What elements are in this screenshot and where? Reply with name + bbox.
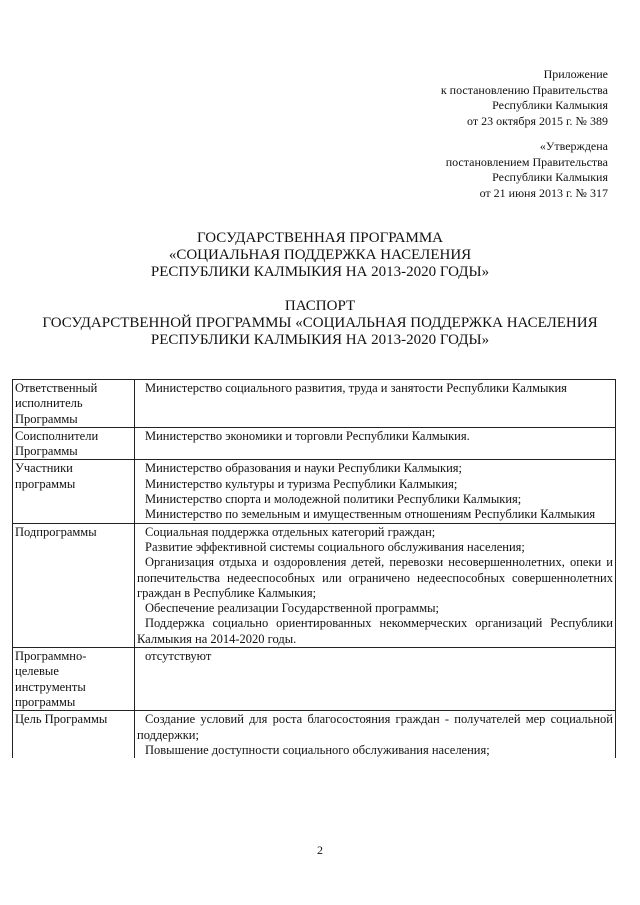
passport-title-line: ПАСПОРТ — [284, 298, 356, 314]
row-label — [13, 427, 135, 460]
label-line: программы — [15, 476, 76, 491]
content-paragraph: Министерство спорта и молодежной политики Республики Калмыкия; — [145, 492, 522, 507]
content-paragraph: Обеспечение реализации Государственной программы; — [145, 601, 439, 616]
approval-line: от 21 июня 2013 г. № 317 — [479, 185, 608, 200]
content-paragraph: Организация отдыха и оздоровления детей, перевозки несовершеннолетних, опеки и попечительства недееспособных или ограничено недееспособных совершеннолетних граждан в Республике Калмыкия; — [137, 555, 613, 600]
passport-title-line: ГОСУДАРСТВЕННОЙ ПРОГРАММЫ «СОЦИАЛЬНАЯ ПОДДЕРЖКА НАСЕЛЕНИЯ — [42, 315, 598, 331]
page-number: 2 — [317, 843, 323, 857]
passport-title — [20, 298, 620, 349]
content-paragraph: Министерство экономики и торговли Республики Калмыкия. — [145, 428, 470, 443]
content-paragraph: Развитие эффективной системы социального обслуживания населения; — [145, 539, 525, 554]
label-line: исполнитель — [15, 396, 83, 411]
row-label — [13, 648, 135, 711]
table-row — [13, 523, 616, 647]
label-line: инструменты — [15, 679, 86, 694]
content-paragraph: Министерство культуры и туризма Республики Калмыкия; — [145, 476, 458, 491]
content-paragraph: Министерство образования и науки Республики Калмыкия; — [145, 461, 463, 476]
row-label — [13, 523, 135, 647]
label-line: Программы — [15, 444, 78, 459]
appendix-line: от 23 октября 2015 г. № 389 — [466, 113, 608, 128]
content-paragraph: Повышение доступности социального обслуживания населения; — [145, 742, 490, 757]
row-content — [135, 523, 616, 647]
row-content — [135, 648, 616, 711]
program-title-line: ГОСУДАРСТВЕННАЯ ПРОГРАММА — [196, 230, 444, 246]
row-content — [135, 380, 616, 428]
program-title — [20, 230, 620, 281]
approval-line: «Утверждена — [539, 139, 608, 153]
program-title-line: «СОЦИАЛЬНАЯ ПОДДЕРЖКА НАСЕЛЕНИЯ — [168, 247, 472, 263]
row-content — [135, 427, 616, 460]
label-line: Цель Программы — [15, 712, 108, 727]
table-row — [13, 380, 616, 428]
label-line: Подпрограммы — [15, 524, 97, 539]
row-label — [13, 380, 135, 428]
passport-table — [12, 379, 616, 758]
content-paragraph: Министерство социального развития, труда и занятости Республики Калмыкия — [145, 381, 567, 395]
table-row — [13, 460, 616, 523]
content-paragraph: Социальная поддержка отдельных категорий граждан; — [145, 524, 436, 539]
approval-line: постановлением Правительства — [445, 154, 608, 169]
passport-title-line: РЕСПУБЛИКИ КАЛМЫКИЯ НА 2013-2020 ГОДЫ» — [150, 332, 490, 348]
appendix-line: Приложение — [543, 67, 608, 81]
approval-line: Республики Калмыкия — [492, 170, 608, 184]
appendix-reference — [441, 67, 608, 129]
row-content — [135, 711, 616, 758]
table-row — [13, 711, 616, 758]
label-line: Участники — [15, 461, 73, 476]
content-paragraph: Министерство по земельным и имущественным отношениям Республики Калмыкия — [145, 507, 596, 522]
program-title-line: РЕСПУБЛИКИ КАЛМЫКИЯ НА 2013-2020 ГОДЫ» — [150, 264, 490, 280]
table-row — [13, 427, 616, 460]
label-line: Программно- — [15, 649, 87, 664]
table-row — [13, 648, 616, 711]
content-paragraph: отсутствуют — [145, 649, 212, 664]
row-content — [135, 460, 616, 523]
approval-reference — [446, 139, 608, 201]
row-label — [13, 711, 135, 758]
row-label — [13, 460, 135, 523]
label-line: Программы — [15, 411, 78, 426]
content-paragraph: Поддержка социально ориентированных некоммерческих организаций Республики Калмыкия на 2014-2020 годы. — [137, 616, 613, 646]
appendix-line: к постановлению Правительства — [440, 82, 608, 97]
content-paragraph: Создание условий для роста благосостояния граждан - получателей мер социальной поддержки; — [137, 712, 613, 742]
label-line: Соисполнители — [15, 428, 99, 443]
label-line: программы — [15, 694, 76, 709]
label-line: целевые — [15, 664, 59, 679]
label-line: Ответственный — [15, 381, 98, 395]
appendix-line: Республики Калмыкия — [492, 98, 608, 112]
